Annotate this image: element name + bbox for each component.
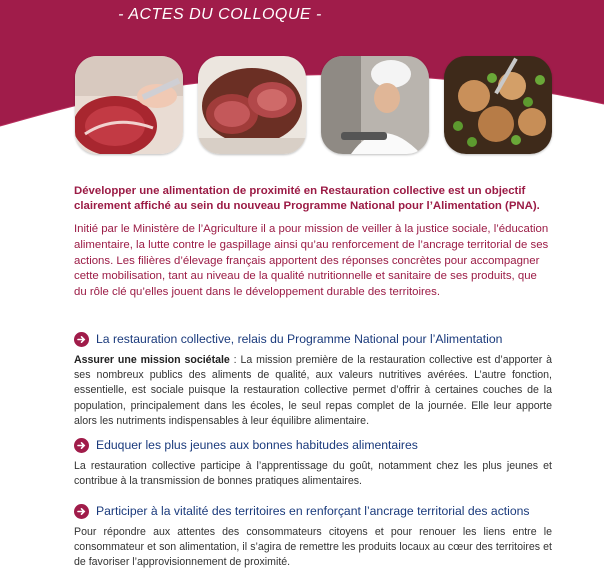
- intro-block: [74, 184, 552, 301]
- section-title: La restauration collective, relais du Programme National pour l’Alimentation: [96, 332, 503, 346]
- arrow-right-icon: [74, 332, 89, 347]
- section-heading: [74, 502, 552, 520]
- chef-cooking-photo: [321, 56, 429, 154]
- section-vitalite-territoires: [74, 502, 552, 571]
- section-lead: Assurer une mission sociétale: [74, 354, 230, 366]
- section-body: Pour répondre aux attentes des consommateurs citoyens et pour renouer les liens entre le consommateur et son alimentation, il s’agira de remettre les produits locaux au cœur des territoires et de favoriser l’approvisionnement de proximité.: [74, 526, 552, 569]
- section-heading: [74, 436, 552, 454]
- arrow-right-icon: [74, 504, 89, 519]
- roast-beef-photo: [198, 56, 306, 154]
- section-title: Eduquer les plus jeunes aux bonnes habitudes alimentaires: [96, 438, 418, 452]
- section-title: Participer à la vitalité des territoires en renforçant l’ancrage territorial des actions: [96, 504, 530, 518]
- banner-title: - ACTES DU COLLOQUE -: [118, 6, 322, 23]
- section-heading: [74, 330, 552, 348]
- sliced-ham-photo: [75, 56, 183, 154]
- section-body: [74, 353, 552, 429]
- arrow-right-icon: [74, 438, 89, 453]
- section-eduquer: [74, 436, 552, 489]
- section-body: La restauration collective participe à l’apprentissage du goût, notamment chez les plus jeunes et contribue à la transmission de bonnes pratiques alimentaires.: [74, 460, 552, 488]
- section-text: : La mission première de la restauration collective est d’apporter à ses nombreux publics des aliments de qualité, aux valeurs nutritives avérées. L’autre fonction, essentielle, est sociale puisque la restauration collective permet d’offrir à certaines couches de la population, principalement dans les écoles, le seul repas complet de la journée. Elle leur apporte alors les nutriments indispensables à leur équilibre alimentaire.: [74, 354, 552, 427]
- section-restauration-relais: [74, 330, 552, 429]
- intro-body: Initié par le Ministère de l’Agriculture il a pour mission de veiller à la justice sociale, l’éducation alimentaire, la lutte contre le gaspillage ainsi qu’au renforcement de l’ancrage territorial de ses actions. Les filières d’élevage français apportent des réponses concrètes pour accompagner cette mobilisation, tant au niveau de la qualité nutritionnelle et sanitaire de ses produits, que du rôle clé qu’elles jouent dans le développement durable des territoires.: [74, 223, 549, 299]
- meat-and-peas-dish-photo: [444, 56, 552, 154]
- intro-lead: Développer une alimentation de proximité en Restauration collective est un objectif clairement affiché au sein du nouveau Programme National pour l’Alimentation (PNA).: [74, 185, 540, 212]
